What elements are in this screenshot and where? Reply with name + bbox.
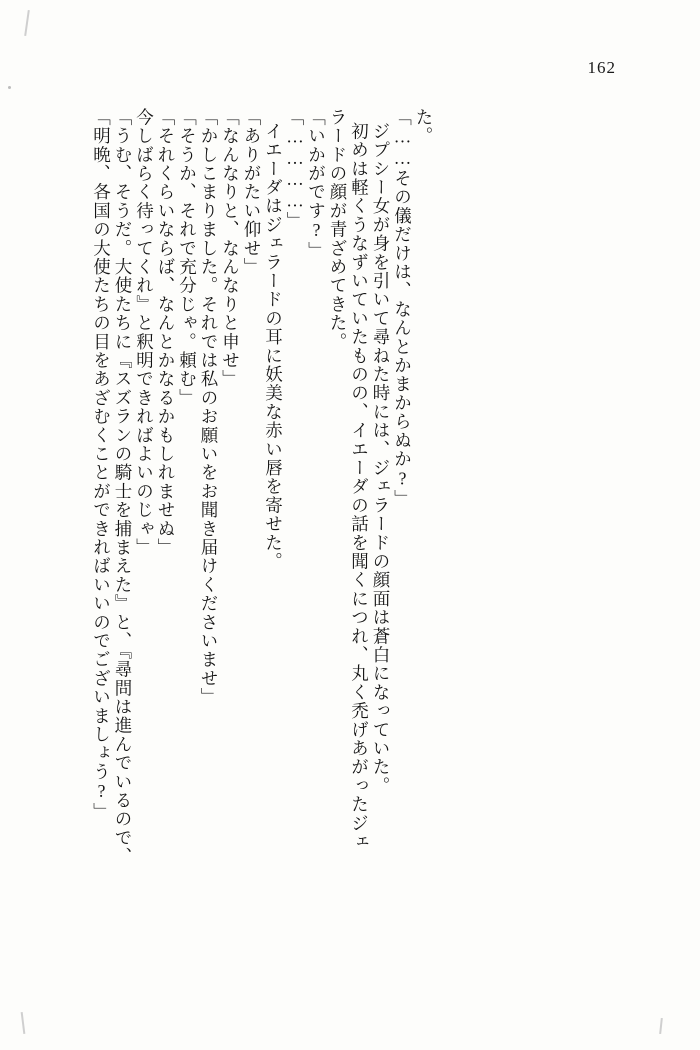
text-column: 「明晩、各国の大使たちの目をあざむくことができればいいのでございましょう?」: [91, 108, 112, 822]
scan-artifact: [659, 1018, 663, 1034]
scan-artifact: [21, 1012, 26, 1034]
page-number: 162: [587, 58, 616, 77]
vertical-text-body: [88, 108, 628, 898]
text-column: ラードの顔が青ざめてきた。: [328, 108, 348, 352]
text-column: 「いかがです?」: [306, 108, 327, 261]
text-column: 「なんなりと、なんなりと申せ」: [220, 108, 241, 389]
text-column: 「それくらいならば、なんとかなるかもしれませぬ」: [156, 108, 176, 557]
text-column: 「そうか、それで充分じゃ。頼む」: [177, 108, 198, 408]
text-column: 「……その儀だけは、なんとかまからぬか?」: [392, 108, 413, 509]
text-column: 「…………」: [285, 108, 305, 231]
text-column: た。: [414, 108, 434, 146]
text-column: イエーダはジェラードの耳に妖美な赤い唇を寄せた。: [263, 122, 284, 571]
text-column: 「うむ、そうだ。大使たちに『スズランの騎士を捕まえた』と、『尋問は進んでいるので、: [113, 108, 133, 866]
text-column: 今しばらく待ってくれ』と釈明できればよいのじゃ」: [134, 108, 155, 557]
scan-artifact: [8, 86, 11, 89]
text-column: 「かしこまりました。それでは私のお願いをお聞き届けくださいませ」: [199, 108, 219, 707]
scan-artifact: [24, 10, 30, 36]
text-column: 「ありがたい仰せ」: [242, 108, 262, 277]
text-column: 初めは軽くうなずいていたものの、イエーダの話を聞くにつれ、丸く禿げあがったジェ: [349, 122, 370, 852]
text-column: ジプシー女が身を引いて尋ねた時には、ジェラードの顔面は蒼白になっていた。: [371, 122, 391, 796]
